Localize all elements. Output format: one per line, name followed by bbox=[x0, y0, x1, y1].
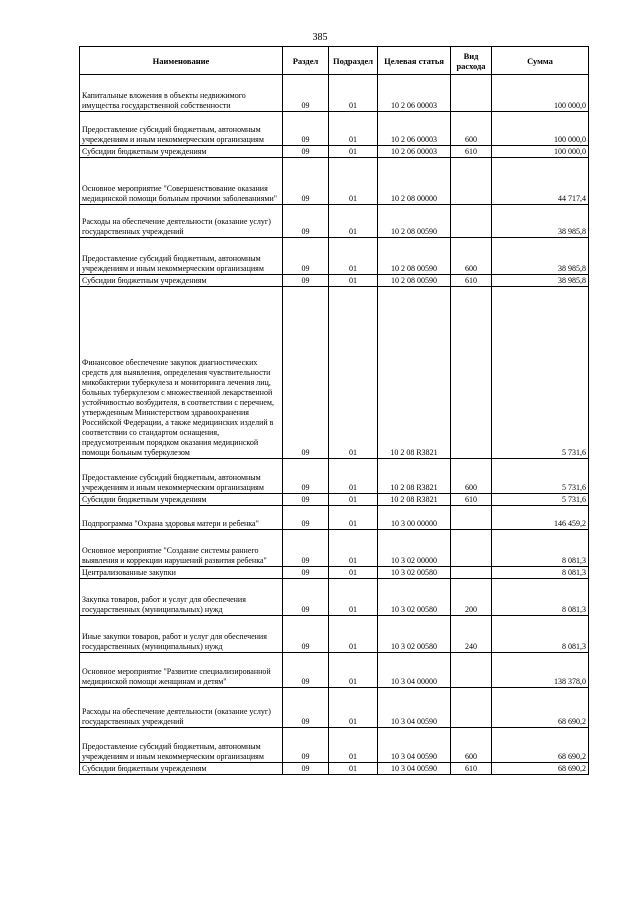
cell-subsection: 01 bbox=[329, 146, 378, 158]
cell-section: 09 bbox=[283, 567, 329, 579]
cell-type bbox=[451, 205, 492, 238]
cell-type: 610 bbox=[451, 146, 492, 158]
header-section: Раздел bbox=[283, 47, 329, 75]
cell-subsection: 01 bbox=[329, 205, 378, 238]
cell-type: 600 bbox=[451, 728, 492, 763]
cell-amount: 100 000,0 bbox=[492, 75, 589, 112]
cell-article: 10 2 06 00003 bbox=[378, 112, 451, 146]
table-row bbox=[80, 238, 589, 275]
cell-section: 09 bbox=[283, 146, 329, 158]
cell-section: 09 bbox=[283, 205, 329, 238]
cell-amount: 5 731,6 bbox=[492, 459, 589, 494]
cell-type bbox=[451, 688, 492, 728]
cell-amount: 146 459,2 bbox=[492, 506, 589, 530]
table-row bbox=[80, 616, 589, 653]
header-expense-type: Вид расхода bbox=[451, 47, 492, 75]
cell-name: Закупка товаров, работ и услуг для обеспечения государственных (муниципальных) нужд bbox=[80, 579, 283, 616]
cell-type bbox=[451, 506, 492, 530]
cell-article: 10 2 08 00000 bbox=[378, 158, 451, 205]
cell-type: 610 bbox=[451, 275, 492, 287]
cell-type: 610 bbox=[451, 494, 492, 506]
cell-article: 10 3 02 00580 bbox=[378, 616, 451, 653]
cell-article: 10 3 04 00000 bbox=[378, 653, 451, 688]
cell-subsection: 01 bbox=[329, 459, 378, 494]
cell-name: Расходы на обеспечение деятельности (оказание услуг) государственных учреждений bbox=[80, 205, 283, 238]
cell-section: 09 bbox=[283, 238, 329, 275]
cell-type bbox=[451, 530, 492, 567]
cell-amount: 100 000,0 bbox=[492, 146, 589, 158]
cell-type: 600 bbox=[451, 238, 492, 275]
cell-article: 10 3 00 00000 bbox=[378, 506, 451, 530]
cell-section: 09 bbox=[283, 688, 329, 728]
cell-amount: 8 081,3 bbox=[492, 579, 589, 616]
cell-type bbox=[451, 653, 492, 688]
table-row bbox=[80, 275, 589, 287]
cell-type: 240 bbox=[451, 616, 492, 653]
table-row bbox=[80, 530, 589, 567]
cell-section: 09 bbox=[283, 616, 329, 653]
cell-article: 10 2 08 R3821 bbox=[378, 459, 451, 494]
cell-amount: 38 985,8 bbox=[492, 205, 589, 238]
cell-amount: 44 717,4 bbox=[492, 158, 589, 205]
cell-amount: 5 731,6 bbox=[492, 287, 589, 459]
cell-subsection: 01 bbox=[329, 688, 378, 728]
cell-section: 09 bbox=[283, 763, 329, 775]
cell-article: 10 3 02 00000 bbox=[378, 530, 451, 567]
cell-article: 10 3 04 00590 bbox=[378, 763, 451, 775]
cell-section: 09 bbox=[283, 728, 329, 763]
cell-name: Предоставление субсидий бюджетным, автономным учреждениям и иным некоммерческим организациям bbox=[80, 459, 283, 494]
table-row bbox=[80, 146, 589, 158]
cell-name: Подпрограмма "Охрана здоровья матери и ребенка" bbox=[80, 506, 283, 530]
table-row bbox=[80, 158, 589, 205]
cell-name: Субсидии бюджетным учреждениям bbox=[80, 763, 283, 775]
cell-article: 10 2 08 R3821 bbox=[378, 287, 451, 459]
cell-type bbox=[451, 567, 492, 579]
cell-name: Финансовое обеспечение закупок диагностических средств для выявления, определения чувствительности микобактерии туберкулеза и мониторинга лечения лиц, больных туберкулезом с множественной лекарственной устойчивостью возбудителя, в соответствии с перечнем, утвержденным Министерством здравоохранения Российской Федерации, а также медицинских изделий в соответствии со стандартом оснащения, предусмотренным порядком оказания медицинской помощи больным туберкулезом bbox=[80, 287, 283, 459]
cell-subsection: 01 bbox=[329, 75, 378, 112]
table-header-row bbox=[80, 47, 589, 75]
cell-section: 09 bbox=[283, 158, 329, 205]
cell-type bbox=[451, 75, 492, 112]
cell-subsection: 01 bbox=[329, 728, 378, 763]
cell-amount: 5 731,6 bbox=[492, 494, 589, 506]
table-row bbox=[80, 506, 589, 530]
cell-name: Основное мероприятие "Создание системы раннего выявления и коррекции нарушений развития ребенка" bbox=[80, 530, 283, 567]
cell-type: 600 bbox=[451, 459, 492, 494]
cell-section: 09 bbox=[283, 653, 329, 688]
cell-article: 10 2 06 00003 bbox=[378, 75, 451, 112]
cell-subsection: 01 bbox=[329, 530, 378, 567]
cell-name: Иные закупки товаров, работ и услуг для обеспечения государственных (муниципальных) нужд bbox=[80, 616, 283, 653]
cell-article: 10 2 08 R3821 bbox=[378, 494, 451, 506]
cell-name: Расходы на обеспечение деятельности (оказание услуг) государственных учреждений bbox=[80, 688, 283, 728]
cell-section: 09 bbox=[283, 459, 329, 494]
cell-subsection: 01 bbox=[329, 506, 378, 530]
cell-amount: 68 690,2 bbox=[492, 728, 589, 763]
cell-subsection: 01 bbox=[329, 567, 378, 579]
cell-name: Субсидии бюджетным учреждениям bbox=[80, 494, 283, 506]
cell-article: 10 2 06 00003 bbox=[378, 146, 451, 158]
cell-subsection: 01 bbox=[329, 287, 378, 459]
cell-subsection: 01 bbox=[329, 112, 378, 146]
cell-article: 10 3 04 00590 bbox=[378, 728, 451, 763]
page-number: 385 bbox=[312, 32, 328, 43]
table-row bbox=[80, 688, 589, 728]
cell-article: 10 3 04 00590 bbox=[378, 688, 451, 728]
cell-amount: 38 985,8 bbox=[492, 275, 589, 287]
cell-amount: 68 690,2 bbox=[492, 763, 589, 775]
cell-section: 09 bbox=[283, 530, 329, 567]
cell-name: Субсидии бюджетным учреждениям bbox=[80, 275, 283, 287]
cell-amount: 38 985,8 bbox=[492, 238, 589, 275]
cell-subsection: 01 bbox=[329, 616, 378, 653]
table-row bbox=[80, 567, 589, 579]
table-row bbox=[80, 653, 589, 688]
cell-section: 09 bbox=[283, 506, 329, 530]
cell-type: 600 bbox=[451, 112, 492, 146]
header-amount: Сумма bbox=[492, 47, 589, 75]
cell-subsection: 01 bbox=[329, 238, 378, 275]
cell-type: 200 bbox=[451, 579, 492, 616]
cell-amount: 68 690,2 bbox=[492, 688, 589, 728]
table-row bbox=[80, 763, 589, 775]
cell-subsection: 01 bbox=[329, 275, 378, 287]
cell-name: Централизованные закупки bbox=[80, 567, 283, 579]
cell-name: Предоставление субсидий бюджетным, автономным учреждениям и иным некоммерческим организациям bbox=[80, 238, 283, 275]
cell-section: 09 bbox=[283, 112, 329, 146]
budget-table bbox=[79, 46, 589, 775]
cell-subsection: 01 bbox=[329, 579, 378, 616]
table-row bbox=[80, 728, 589, 763]
cell-amount: 138 378,0 bbox=[492, 653, 589, 688]
cell-type bbox=[451, 287, 492, 459]
cell-section: 09 bbox=[283, 287, 329, 459]
cell-amount: 8 081,3 bbox=[492, 616, 589, 653]
cell-subsection: 01 bbox=[329, 158, 378, 205]
table-row bbox=[80, 579, 589, 616]
cell-amount: 100 000,0 bbox=[492, 112, 589, 146]
cell-name: Основное мероприятие "Развитие специализированной медицинской помощи женщинам и детям" bbox=[80, 653, 283, 688]
cell-section: 09 bbox=[283, 494, 329, 506]
table-row bbox=[80, 205, 589, 238]
cell-name: Предоставление субсидий бюджетным, автономным учреждениям и иным некоммерческим организациям bbox=[80, 728, 283, 763]
cell-amount: 8 081,3 bbox=[492, 530, 589, 567]
table-row bbox=[80, 75, 589, 112]
cell-type bbox=[451, 158, 492, 205]
header-name: Наименование bbox=[80, 47, 283, 75]
cell-name: Капитальные вложения в объекты недвижимого имущества государственной собственности bbox=[80, 75, 283, 112]
cell-section: 09 bbox=[283, 75, 329, 112]
header-target-article: Целевая статья bbox=[378, 47, 451, 75]
cell-article: 10 2 08 00590 bbox=[378, 238, 451, 275]
table-row bbox=[80, 459, 589, 494]
cell-subsection: 01 bbox=[329, 763, 378, 775]
cell-name: Субсидии бюджетным учреждениям bbox=[80, 146, 283, 158]
cell-amount: 8 081,3 bbox=[492, 567, 589, 579]
cell-article: 10 2 08 00590 bbox=[378, 205, 451, 238]
table-row bbox=[80, 287, 589, 459]
cell-name: Предоставление субсидий бюджетным, автономным учреждениям и иным некоммерческим организациям bbox=[80, 112, 283, 146]
header-subsection: Подраздел bbox=[329, 47, 378, 75]
cell-subsection: 01 bbox=[329, 494, 378, 506]
cell-section: 09 bbox=[283, 579, 329, 616]
cell-article: 10 2 08 00590 bbox=[378, 275, 451, 287]
cell-type: 610 bbox=[451, 763, 492, 775]
cell-article: 10 3 02 00580 bbox=[378, 567, 451, 579]
cell-article: 10 3 02 00580 bbox=[378, 579, 451, 616]
table-row bbox=[80, 494, 589, 506]
table-row bbox=[80, 112, 589, 146]
cell-name: Основное мероприятие "Совершенствование оказания медицинской помощи больным прочими заболеваниями" bbox=[80, 158, 283, 205]
cell-section: 09 bbox=[283, 275, 329, 287]
cell-subsection: 01 bbox=[329, 653, 378, 688]
